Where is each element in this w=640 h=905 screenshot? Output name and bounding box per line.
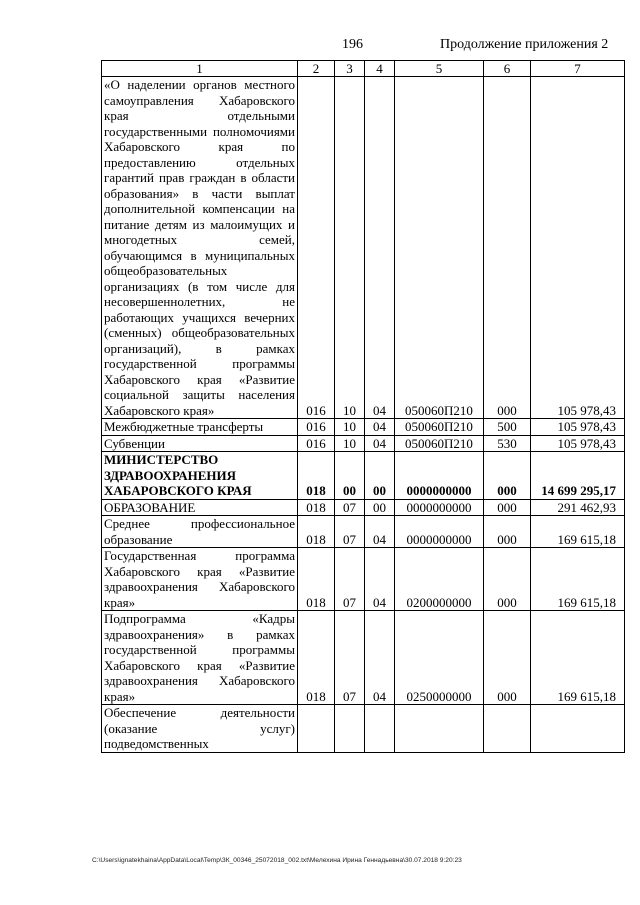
cell-subsection: 04 [365,435,395,452]
cell-expense-type: 000 [484,548,531,611]
cell-section: 07 [335,499,365,516]
table-row [102,499,625,516]
cell-section: 07 [335,516,365,548]
cell-subsection: 04 [365,419,395,436]
header-row [102,61,625,77]
col-header: 4 [365,61,395,77]
cell-section: 00 [335,452,365,500]
col-header: 1 [102,61,298,77]
cell-subsection: 00 [365,499,395,516]
cell-ministry-code: 018 [298,516,335,548]
col-header: 2 [298,61,335,77]
table-row [102,419,625,436]
row-name: Обеспечение деятельности (оказание услуг) подведомственных [102,705,298,753]
cell-expense-type: 000 [484,77,531,419]
cell-expense-type: 000 [484,452,531,500]
cell-amount: 14 699 295,17 [531,452,625,500]
cell-section: 10 [335,435,365,452]
cell-amount: 105 978,43 [531,419,625,436]
row-name: Межбюджетные трансферты [102,419,298,436]
cell-expense-type [484,705,531,753]
cell-expense-type: 500 [484,419,531,436]
cell-target-article: 050060П210 [395,77,484,419]
cell-ministry-code: 018 [298,548,335,611]
budget-table [101,60,625,753]
table-row [102,77,625,419]
cell-section: 10 [335,419,365,436]
page-number: 196 [342,37,363,52]
row-name: Субвенции [102,435,298,452]
cell-ministry-code [298,705,335,753]
row-name: МИНИСТЕРСТВО ЗДРАВООХРАНЕНИЯ ХАБАРОВСКОГО КРАЯ [102,452,298,500]
cell-amount: 105 978,43 [531,77,625,419]
col-header: 6 [484,61,531,77]
cell-amount [531,705,625,753]
cell-expense-type: 530 [484,435,531,452]
table-row [102,516,625,548]
cell-expense-type: 000 [484,516,531,548]
cell-ministry-code: 018 [298,452,335,500]
cell-ministry-code: 016 [298,77,335,419]
cell-subsection: 00 [365,452,395,500]
cell-expense-type: 000 [484,611,531,705]
cell-target-article: 0000000000 [395,452,484,500]
file-path-footer: C:\Users\ignatekhaina\AppData\Local\Temp\ЗК_00346_25072018_002.txt\Мелехина Ирина Геннадьевна\30.07.2018 9:20:23 [92,857,462,864]
cell-ministry-code: 016 [298,419,335,436]
row-name: Подпрограмма «Кадры здравоохранения» в рамках государственной программы Хабаровского края «Развитие здравоохранения Хабаровского края» [102,611,298,705]
cell-subsection: 04 [365,77,395,419]
cell-subsection: 04 [365,611,395,705]
cell-ministry-code: 018 [298,611,335,705]
cell-target-article: 0000000000 [395,499,484,516]
continuation-title: Продолжение приложения 2 [440,37,609,52]
col-header: 3 [335,61,365,77]
cell-amount: 169 615,18 [531,516,625,548]
cell-target-article [395,705,484,753]
row-name: ОБРАЗОВАНИЕ [102,499,298,516]
table-row [102,435,625,452]
table-row [102,705,625,753]
cell-amount: 169 615,18 [531,548,625,611]
cell-amount: 169 615,18 [531,611,625,705]
row-name: Среднее профессиональное образование [102,516,298,548]
cell-target-article: 0250000000 [395,611,484,705]
cell-target-article: 0000000000 [395,516,484,548]
row-name: «О наделении органов местного самоуправления Хабаровского края отдельными государственными полномочиями Хабаровского края по предоставлению отдельных гарантий прав граждан в области образования» в части выплат дополнительной компенсации на питание детям из малоимущих и многодетных семей, обучающимся в муниципальных общеобразовательных организациях (в том числе для несовершеннолетних, не работающих учащихся вечерних (сменных) общеобразовательных организаций), в рамках государственной программы Хабаровского края «Развитие социальной защиты населения Хабаровского края» [102,77,298,419]
col-header: 5 [395,61,484,77]
table-row [102,548,625,611]
col-header: 7 [531,61,625,77]
cell-subsection: 04 [365,516,395,548]
cell-section: 07 [335,611,365,705]
cell-ministry-code: 018 [298,499,335,516]
table-row [102,452,625,500]
cell-expense-type: 000 [484,499,531,516]
cell-target-article: 0200000000 [395,548,484,611]
row-name: Государственная программа Хабаровского края «Развитие здравоохранения Хабаровского края» [102,548,298,611]
cell-ministry-code: 016 [298,435,335,452]
cell-section [335,705,365,753]
table-row [102,611,625,705]
cell-target-article: 050060П210 [395,435,484,452]
cell-section: 10 [335,77,365,419]
cell-section: 07 [335,548,365,611]
cell-subsection: 04 [365,548,395,611]
cell-target-article: 050060П210 [395,419,484,436]
cell-subsection [365,705,395,753]
cell-amount: 105 978,43 [531,435,625,452]
cell-amount: 291 462,93 [531,499,625,516]
